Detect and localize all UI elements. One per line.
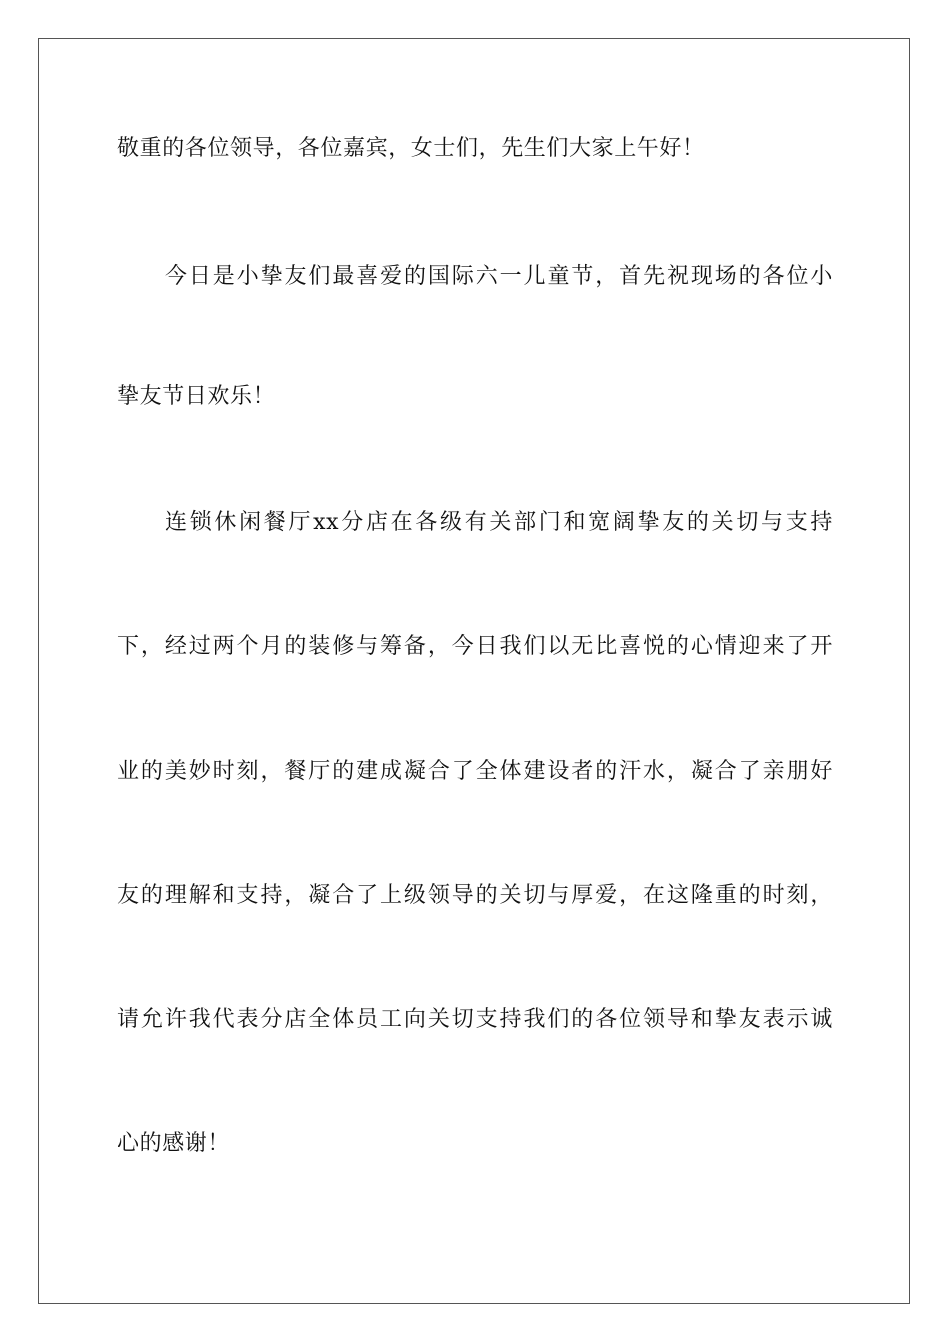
paragraph-2-line-3: 业的美妙时刻，餐厅的建成凝合了全体建设者的汗水，凝合了亲朋好 xyxy=(117,759,833,784)
paragraph-2-line-2: 下，经过两个月的装修与筹备，今日我们以无比喜悦的心情迎来了开 xyxy=(117,634,833,659)
paragraph-2-line-5: 请允许我代表分店全体员工向关切支持我们的各位领导和挚友表示诚 xyxy=(117,1007,833,1032)
paragraph-2-line-1: 连锁休闲餐厅xx分店在各级有关部门和宽阔挚友的关切与支持 xyxy=(165,510,833,535)
page-border xyxy=(38,38,910,1304)
paragraph-2-line-4: 友的理解和支持，凝合了上级领导的关切与厚爱，在这隆重的时刻， xyxy=(117,883,833,908)
paragraph-1-line-1: 今日是小挚友们最喜爱的国际六一儿童节，首先祝现场的各位小 xyxy=(165,264,833,289)
paragraph-2-line-6: 心的感谢！ xyxy=(117,1131,231,1156)
greeting-line: 敬重的各位领导，各位嘉宾，女士们，先生们大家上午好！ xyxy=(117,136,705,161)
paragraph-1-line-2: 挚友节日欢乐！ xyxy=(117,384,276,409)
